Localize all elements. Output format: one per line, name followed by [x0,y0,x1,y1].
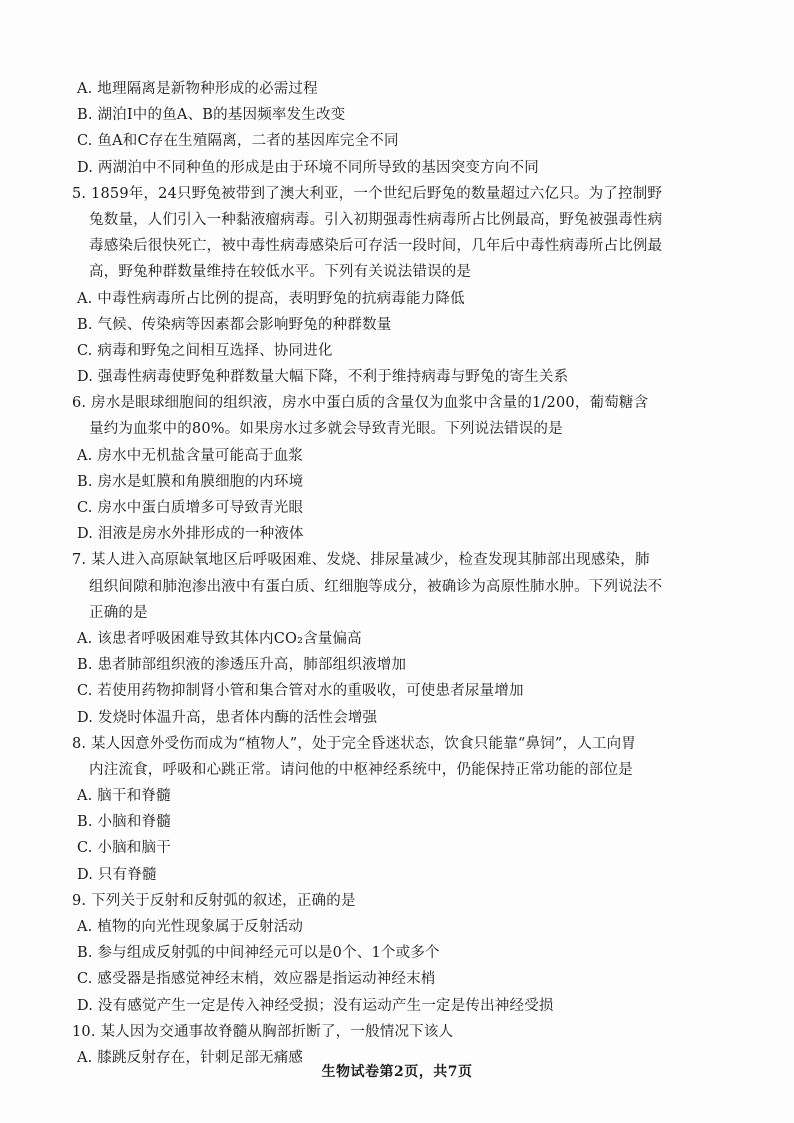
question-continuation-line: 正确的是 [89,604,148,621]
question-stem-line: 6. 房水是眼球细胞间的组织液，房水中蛋白质的含量仅为血浆中含量的1/200，葡萄糖含 [72,395,649,412]
question-continuation-line: 兔数量，人们引入一种黏液瘤病毒。引入初期强毒性病毒所占比例最高，野兔被强毒性病 [89,211,663,228]
answer-option-line: D. 强毒性病毒使野兔种群数量大幅下降，不利于维持病毒与野兔的寄生关系 [77,369,569,386]
answer-option-line: A. 膝跳反射存在，针刺足部无痛感 [77,1049,304,1066]
answer-option-line: A. 中毒性病毒所占比例的提高，表明野兔的抗病毒能力降低 [77,290,465,307]
answer-option-line: C. 小脑和脑干 [77,840,171,857]
question-stem-line: 5. 1859年，24只野兔被带到了澳大利亚，一个世纪后野兔的数量超过六亿只。为了控制野 [72,185,663,202]
answer-option-line: B. 小脑和脊髓 [77,814,171,831]
answer-option-line: D. 只有脊髓 [77,866,157,883]
answer-option-line: C. 感受器是指感觉神经末梢，效应器是指运动神经末梢 [77,971,436,988]
question-continuation-line: 量约为血浆中的80%。如果房水过多就会导致青光眼。下列说法错误的是 [89,421,563,438]
answer-option-line: B. 参与组成反射弧的中间神经元可以是0个、1个或多个 [77,945,440,962]
question-stem-line: 7. 某人进入高原缺氧地区后呼吸困难、发烧、排尿量减少，检查发现其肺部出现感染，肺 [72,552,650,569]
answer-option-line: B. 房水是虹膜和角膜细胞的内环境 [77,473,304,490]
question-continuation-line: 高，野兔种群数量维持在较低水平。下列有关说法错误的是 [89,264,472,281]
answer-option-line: D. 两湖泊中不同种鱼的形成是由于环境不同所导致的基因突变方向不同 [77,159,539,176]
question-continuation-line: 内注流食，呼吸和心跳正常。请问他的中枢神经系统中，仍能保持正常功能的部位是 [89,761,633,778]
answer-option-line: B. 患者肺部组织液的渗透压升高，肺部组织液增加 [77,657,407,674]
answer-option-line: D. 没有感觉产生一定是传入神经受损；没有运动产生一定是传出神经受损 [77,997,554,1014]
answer-option-line: D. 泪液是房水外排形成的一种液体 [77,526,304,543]
question-text-block [72,76,737,1071]
answer-option-line: A. 地理隔离是新物种形成的必需过程 [77,81,318,97]
question-continuation-line: 毒感染后很快死亡，被中毒性病毒感染后可存活一段时间，几年后中毒性病毒所占比例最 [89,238,663,255]
answer-option-line: B. 湖泊Ⅰ中的鱼A、B的基因频率发生改变 [77,107,346,124]
answer-option-line: C. 病毒和野兔之间相互选择、协同进化 [77,342,333,359]
answer-option-line: C. 鱼A和C存在生殖隔离，二者的基因库完全不同 [77,133,399,150]
answer-option-line: A. 房水中无机盐含量可能高于血浆 [77,447,304,464]
question-continuation-line: 组织间隙和肺泡渗出液中有蛋白质、红细胞等成分，被确诊为高原性肺水肿。下列说法不 [89,578,663,595]
answer-option-line: A. 该患者呼吸困难导致其体内CO₂含量偏高 [77,630,362,647]
page-footer: 生物试卷第2页，共7页 [321,1064,473,1080]
answer-option-line: C. 房水中蛋白质增多可导致青光眼 [77,500,304,516]
question-stem-line: 9. 下列关于反射和反射弧的叙述，正确的是 [72,892,356,909]
answer-option-line: A. 植物的向光性现象属于反射活动 [77,919,304,935]
question-stem-line: 8. 某人因意外受伤而成为“植物人”，处于完全昏迷状态，饮食只能靠“鼻饲”，人工向胃 [72,735,636,752]
answer-option-line: A. 脑干和脊髓 [77,788,171,805]
question-stem-line: 10. 某人因为交通事故脊髓从胸部折断了，一般情况下该人 [72,1023,454,1040]
answer-option-line: C. 若使用药物抑制肾小管和集合管对水的重吸收，可使患者尿量增加 [77,683,524,700]
answer-option-line: D. 发烧时体温升高，患者体内酶的活性会增强 [77,709,378,726]
answer-option-line: B. 气候、传染病等因素都会影响野兔的种群数量 [77,316,392,333]
